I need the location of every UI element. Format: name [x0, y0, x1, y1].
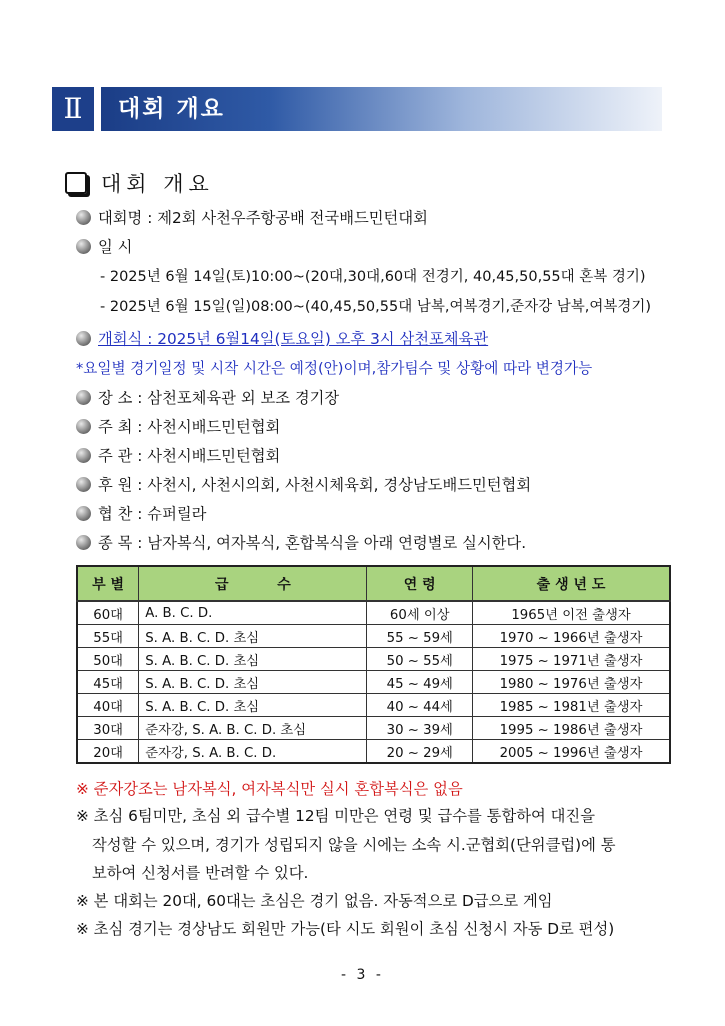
table-cell: 1985 ~ 1981년 출생자: [473, 694, 670, 717]
table-cell: A. B. C. D.: [139, 601, 367, 625]
table-row: [77, 740, 670, 764]
column-header: 연 령: [367, 566, 473, 601]
column-header: 부 별: [77, 566, 139, 601]
note-line: ※ 초심 6팀미만, 초심 외 급수별 12팀 미만은 연령 및 급수를 통합하여 대진을: [76, 807, 595, 825]
bullet-icon: [76, 506, 91, 521]
item-label: 주 최 : 사천시배드민턴협회: [98, 418, 281, 436]
section-heading: [65, 169, 214, 197]
item-sponsor: [76, 471, 531, 497]
item-host: [76, 413, 280, 439]
bullet-icon: [76, 390, 91, 405]
banner-title: 대회 개요: [118, 96, 225, 122]
note-junjagang: ※ 준자강조는 남자복식, 여자복식만 실시 혼합복식은 없음: [76, 780, 463, 798]
table-cell: 1980 ~ 1976년 출생자: [473, 671, 670, 694]
item-date: [76, 233, 132, 259]
item-label: 종 목 : 남자복식, 여자복식, 혼합복식을 아래 연령별로 실시한다.: [98, 534, 527, 552]
table-cell: 1970 ~ 1966년 출생자: [473, 625, 670, 648]
table-cell: 40대: [77, 694, 139, 717]
section-title: 대회 개요: [101, 172, 214, 196]
bullet-icon: [76, 239, 91, 254]
note-line: 보하여 신청서를 반려할 수 있다.: [92, 864, 309, 882]
opening-text: 개회식 : 2025년 6월14일(토요일) 오후 3시 삼천포체육관: [98, 330, 489, 348]
table-cell: 준자강, S. A. B. C. D.: [139, 740, 367, 764]
schedule-notice: *요일별 경기일정 및 시작 시간은 예정(안)이며,참가팀수 및 상황에 따라 변경가능: [76, 359, 593, 377]
bullet-icon: [76, 210, 91, 225]
item-label: 대회명 : 제2회 사천우주항공배 전국배드민턴대회: [98, 209, 428, 227]
table-cell: 2005 ~ 1996년 출생자: [473, 740, 670, 764]
item-label: 일 시: [98, 238, 133, 256]
column-header: 출 생 년 도: [473, 566, 670, 601]
table-cell: 30 ~ 39세: [367, 717, 473, 740]
schedule-line: - 2025년 6월 14일(토)10:00~(20대,30대,60대 전경기, 40,45,50,55대 혼복 경기): [100, 268, 646, 285]
item-support: [76, 500, 206, 526]
column-header: 급 수: [139, 566, 367, 601]
item-events: [76, 529, 526, 555]
table-cell: 20 ~ 29세: [367, 740, 473, 764]
table-cell: 50 ~ 55세: [367, 648, 473, 671]
bullet-icon: [76, 331, 91, 346]
table-cell: S. A. B. C. D. 초심: [139, 694, 367, 717]
item-venue: [76, 384, 339, 410]
table-header-row: [77, 566, 670, 601]
division-table: [76, 565, 671, 764]
bullet-icon: [76, 477, 91, 492]
note-line: 작성할 수 있으며, 경기가 성립되지 않을 시에는 소속 시.군협회(단위클럽)에 통: [92, 835, 616, 854]
schedule-line: - 2025년 6월 15일(일)08:00~(40,45,50,55대 남복,여복경기,준자강 남복,여복경기): [100, 298, 652, 315]
item-label: 후 원 : 사천시, 사천시의회, 사천시체육회, 경상남도배드민턴협회: [98, 476, 532, 494]
table-cell: 40 ~ 44세: [367, 694, 473, 717]
table-cell: 55대: [77, 625, 139, 648]
table-cell: 45대: [77, 671, 139, 694]
section-banner: [52, 87, 662, 131]
table-cell: 준자강, S. A. B. C. D. 초심: [139, 717, 367, 740]
bullet-icon: [76, 448, 91, 463]
bullet-icon: [76, 535, 91, 550]
table-row: [77, 648, 670, 671]
checkbox-icon: [65, 172, 87, 194]
table-row: [77, 601, 670, 625]
item-organizer: [76, 442, 280, 468]
table-cell: 55 ~ 59세: [367, 625, 473, 648]
table-cell: 60세 이상: [367, 601, 473, 625]
table-cell: 20대: [77, 740, 139, 764]
table-cell: S. A. B. C. D. 초심: [139, 648, 367, 671]
table-cell: 1975 ~ 1971년 출생자: [473, 648, 670, 671]
item-event-name: [76, 204, 428, 230]
table-row: [77, 717, 670, 740]
table-cell: 60대: [77, 601, 139, 625]
table-cell: S. A. B. C. D. 초심: [139, 625, 367, 648]
table-row: [77, 625, 670, 648]
note-beginner-region: ※ 초심 경기는 경상남도 회원만 가능(타 시도 회원이 초심 신청시 자동 D로 편성): [76, 920, 615, 938]
table-row: [77, 671, 670, 694]
table-cell: 45 ~ 49세: [367, 671, 473, 694]
section-number: Ⅱ: [52, 87, 94, 131]
table-cell: 1995 ~ 1986년 출생자: [473, 717, 670, 740]
page-number: - 3 -: [341, 967, 384, 983]
item-label: 협 찬 : 슈퍼릴라: [98, 505, 207, 523]
table-cell: 50대: [77, 648, 139, 671]
item-label: 주 관 : 사천시배드민턴협회: [98, 447, 281, 465]
item-label: 장 소 : 삼천포체육관 외 보조 경기장: [98, 389, 340, 407]
bullet-icon: [76, 419, 91, 434]
table-cell: 1965년 이전 출생자: [473, 601, 670, 625]
note-merge: [76, 802, 674, 888]
item-opening: [76, 325, 488, 351]
note-beginner-20-60: ※ 본 대회는 20대, 60대는 초심은 경기 없음. 자동적으로 D급으로 게임: [76, 892, 553, 910]
table-cell: S. A. B. C. D. 초심: [139, 671, 367, 694]
table-cell: 30대: [77, 717, 139, 740]
table-row: [77, 694, 670, 717]
